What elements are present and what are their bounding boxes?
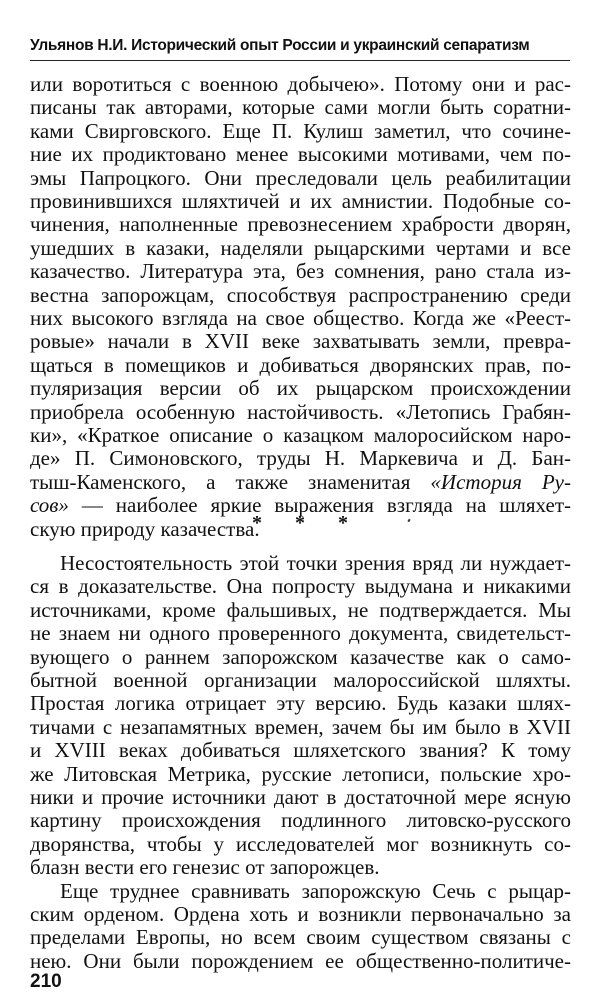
page-number: 210 — [30, 971, 62, 992]
header-rule — [30, 60, 570, 61]
text-line: чинения, наполненные превознесением храбрости дворян, — [30, 212, 571, 237]
text-line: ние их продиктовано менее высокими мотивами, чем по- — [30, 142, 571, 167]
text-line: блазн вести его генезис от запорожцев. — [30, 855, 380, 880]
text-line: ки», «Краткое описание о казацком малоросийском наро- — [30, 423, 571, 447]
text-line: вующего о раннем запорожском казачестве как о само- — [30, 644, 571, 669]
text-line: вестна запорожцам, способствуя распространению среди — [30, 282, 571, 307]
text-line: бытной военной организации малороссийской шляхты. — [30, 668, 571, 692]
text-line: казачество. Литература эта, без сомнения, рано стала из- — [30, 259, 571, 284]
text-segment: тыш-Каменского, а также знаменитая — [30, 469, 431, 494]
text-line: ушедших в казаки, наделяли рыцарскими чертами и все — [30, 235, 571, 260]
text-line — [30, 470, 571, 494]
running-head: Ульянов Н.И. Исторический опыт России и украинский сепаратизм — [30, 37, 530, 54]
text-line: де» П. Симоновского, труды Н. Маркевича и Д. Бан- — [30, 446, 571, 471]
text-line: источниками, кроме фальшивых, не подтверждается. Мы — [30, 597, 571, 622]
text-line: или воротиться с военною добычею». Потому они и рас- — [30, 72, 571, 96]
italic-title: «История Ру- — [430, 469, 571, 494]
text-line: ники и прочие источники дают в достаточной мере ясную — [30, 785, 571, 809]
text-line: ским орденом. Ордена хоть и возникли первоначально за — [30, 902, 571, 926]
text-line: писаны так авторами, которые сами могли быть соратни- — [30, 95, 571, 120]
section-break: * * * — [252, 512, 362, 534]
text-line: скую природу казачества. — [30, 516, 260, 541]
text-line: приобрела особенную настойчивость. «Летопись Грабян- — [30, 399, 571, 424]
text-line: них высокого взгляда на свое общество. Когда же «Реест- — [30, 306, 571, 330]
text-segment: — наиболее яркие выражения взгляда на шляхет- — [68, 493, 571, 518]
text-line: ками Свирговского. Еще П. Кулиш заметил, что сочине- — [30, 118, 571, 143]
text-line: Несостоятельность этой точки зрения вряд ли нуждает- — [60, 551, 571, 575]
text-line: тичами с незапамятных времен, зачем бы им было в XVII — [30, 714, 571, 739]
italic-title: сов» — [30, 493, 69, 518]
text-line: эмы Папроцкого. Они преследовали цель реабилитации — [30, 165, 571, 190]
text-line: нею. Они были порождением ее общественно-политиче- — [30, 948, 571, 973]
text-line: Простая логика отрицает эту версию. Будь казаки шлях- — [30, 691, 571, 716]
text-line: ся в доказательстве. Она попросту выдумана и никакими — [30, 574, 571, 599]
text-line: же Литовская Метрика, русские летописи, польские хро- — [30, 761, 571, 786]
text-line: пуляризация версии об их рыцарском происхождении — [30, 376, 571, 401]
text-line: щаться в помещиков и добиваться дворянских прав, по- — [30, 352, 571, 377]
text-line: ровые» начали в XVII веке захватывать земли, превра- — [30, 329, 571, 354]
text-line: и XVIII веках добиваться шляхетского звания? К тому — [30, 738, 571, 763]
text-line: не знаем ни одного проверенного документа, свидетельст- — [30, 621, 571, 646]
text-line: пределами Европы, но всем своим существом связаны с — [30, 925, 571, 950]
text-line: Еще труднее сравнивать запорожскую Сечь с рыцар- — [60, 878, 571, 903]
text-line: дворянства, чтобы у исследователей мог возникнуть со- — [30, 831, 571, 856]
text-line: провинившихся шляхтичей и их амнистии. Подобные со- — [30, 189, 571, 213]
text-line: картину происхождения подлинного литовско-русского — [30, 808, 571, 833]
